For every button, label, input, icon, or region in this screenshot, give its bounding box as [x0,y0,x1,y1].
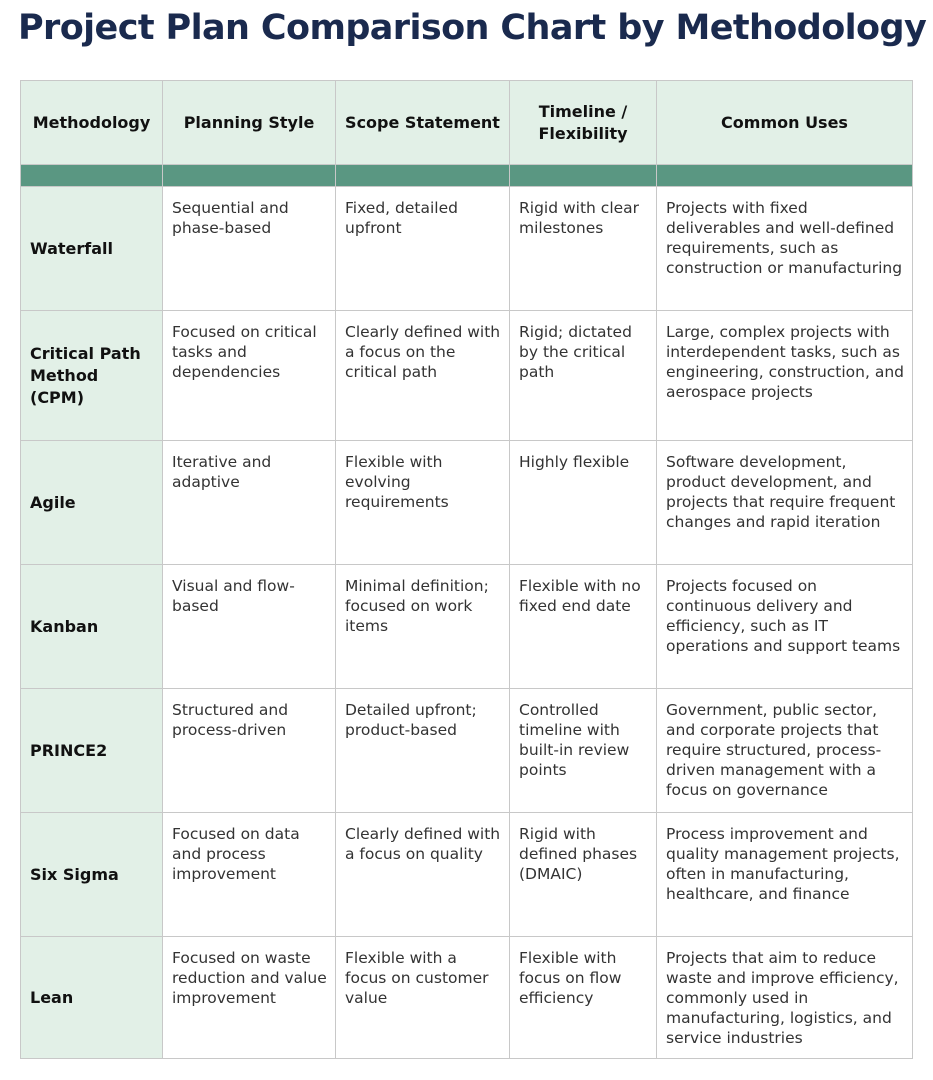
scope-statement-cell: Clearly defined with a focus on the critical path [336,311,510,441]
page-title: Project Plan Comparison Chart by Methodology [18,8,927,48]
methodology-cell: Critical Path Method (CPM) [21,311,163,441]
table-row [21,813,913,937]
planning-style-cell: Focused on waste reduction and value improvement [163,937,336,1059]
timeline-cell: Rigid; dictated by the critical path [510,311,657,441]
methodology-cell: Kanban [21,565,163,689]
comparison-table [20,80,913,1059]
scope-statement-cell: Minimal definition; focused on work items [336,565,510,689]
table-row [21,689,913,813]
table-row [21,937,913,1059]
header-common-uses: Common Uses [657,81,913,165]
methodology-cell: Agile [21,441,163,565]
table-row [21,311,913,441]
accent-band-row [21,165,913,187]
accent-band-cell [163,165,336,187]
header-planning-style: Planning Style [163,81,336,165]
table-row [21,441,913,565]
common-uses-cell: Projects focused on continuous delivery and efficiency, such as IT operations and support teams [657,565,913,689]
timeline-cell: Flexible with no fixed end date [510,565,657,689]
timeline-cell: Highly flexible [510,441,657,565]
header-scope-statement: Scope Statement [336,81,510,165]
header-methodology: Methodology [21,81,163,165]
planning-style-cell: Focused on critical tasks and dependencies [163,311,336,441]
common-uses-cell: Government, public sector, and corporate projects that require structured, process-driven management with a focus on governance [657,689,913,813]
scope-statement-cell: Flexible with a focus on customer value [336,937,510,1059]
planning-style-cell: Iterative and adaptive [163,441,336,565]
timeline-cell: Flexible with focus on flow efficiency [510,937,657,1059]
methodology-cell: Lean [21,937,163,1059]
planning-style-cell: Structured and process-driven [163,689,336,813]
common-uses-cell: Large, complex projects with interdependent tasks, such as engineering, construction, and aerospace projects [657,311,913,441]
common-uses-cell: Software development, product development, and projects that require frequent changes and rapid iteration [657,441,913,565]
scope-statement-cell: Fixed, detailed upfront [336,187,510,311]
common-uses-cell: Projects that aim to reduce waste and improve efficiency, commonly used in manufacturing, logistics, and service industries [657,937,913,1059]
timeline-cell: Controlled timeline with built-in review points [510,689,657,813]
planning-style-cell: Sequential and phase-based [163,187,336,311]
table-row [21,565,913,689]
accent-band-cell [510,165,657,187]
planning-style-cell: Visual and flow-based [163,565,336,689]
header-timeline-flexibility: Timeline / Flexibility [510,81,657,165]
timeline-cell: Rigid with clear milestones [510,187,657,311]
methodology-cell: Waterfall [21,187,163,311]
header-row [21,81,913,165]
accent-band-cell [657,165,913,187]
scope-statement-cell: Detailed upfront; product-based [336,689,510,813]
accent-band-cell [21,165,163,187]
table-row [21,187,913,311]
scope-statement-cell: Clearly defined with a focus on quality [336,813,510,937]
common-uses-cell: Projects with fixed deliverables and well-defined requirements, such as construction or manufacturing [657,187,913,311]
timeline-cell: Rigid with defined phases (DMAIC) [510,813,657,937]
scope-statement-cell: Flexible with evolving requirements [336,441,510,565]
accent-band-cell [336,165,510,187]
common-uses-cell: Process improvement and quality management projects, often in manufacturing, healthcare, and finance [657,813,913,937]
methodology-cell: Six Sigma [21,813,163,937]
planning-style-cell: Focused on data and process improvement [163,813,336,937]
methodology-cell: PRINCE2 [21,689,163,813]
